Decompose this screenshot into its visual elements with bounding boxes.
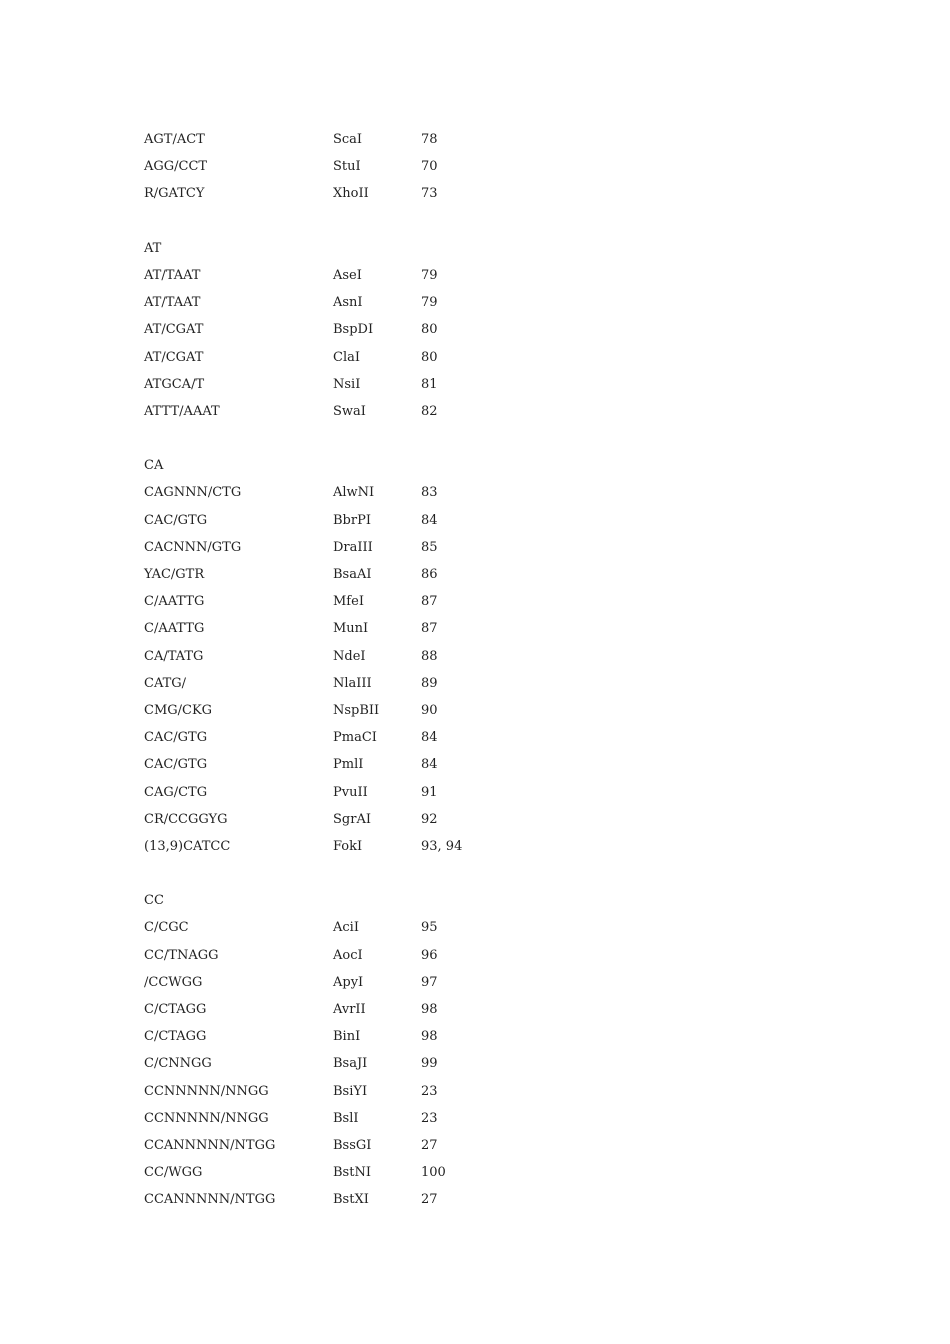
enzyme-name: DraIII [333, 539, 373, 555]
enzyme-name: NspBII [333, 702, 380, 718]
enzyme-row [144, 806, 844, 833]
enzyme-name: BslI [333, 1110, 359, 1126]
enzyme-name: ApyI [333, 974, 364, 990]
recognition-sequence: CR/CCGGYG [144, 811, 228, 827]
enzyme-name: AciI [333, 920, 359, 936]
enzyme-row [144, 507, 844, 534]
enzyme-name: BsaJI [333, 1056, 368, 1072]
recognition-sequence: CAC/GTG [144, 512, 208, 528]
section-heading-text: CC [144, 893, 164, 909]
page-reference: 84 [421, 757, 438, 773]
recognition-sequence: CAC/GTG [144, 730, 208, 746]
recognition-sequence: AGT/ACT [144, 132, 205, 147]
page-reference: 23 [421, 1110, 438, 1126]
recognition-sequence: CACNNN/GTG [144, 539, 242, 555]
enzyme-row [144, 724, 844, 751]
enzyme-name: AseI [333, 267, 362, 283]
enzyme-row [144, 344, 844, 371]
page-reference: 84 [421, 512, 438, 528]
enzyme-row [144, 697, 844, 724]
enzyme-name: NdeI [333, 648, 366, 664]
page-reference: 80 [421, 322, 438, 338]
recognition-sequence: CCANNNNN/NTGG [144, 1137, 276, 1153]
enzyme-name: BspDI [333, 322, 374, 338]
recognition-sequence: C/AATTG [144, 621, 205, 637]
enzyme-row [144, 398, 844, 425]
recognition-sequence: C/CTAGG [144, 1002, 207, 1017]
enzyme-row [144, 833, 844, 860]
enzyme-name: AvrII [333, 1002, 366, 1017]
enzyme-row [144, 126, 844, 153]
page-reference: 79 [421, 267, 438, 283]
page-reference: 98 [421, 1002, 438, 1017]
enzyme-name: PmaCI [333, 730, 377, 746]
enzyme-row [144, 289, 844, 316]
enzyme-name: AsnI [333, 295, 363, 311]
recognition-sequence: AGG/CCT [144, 159, 208, 175]
enzyme-name: MfeI [333, 594, 364, 610]
page-reference: 27 [421, 1137, 438, 1153]
enzyme-row [144, 153, 844, 180]
page-reference: 93, 94 [421, 838, 463, 854]
enzyme-row [144, 371, 844, 398]
enzyme-name: FokI [333, 838, 363, 854]
page-reference: 87 [421, 621, 438, 637]
recognition-sequence: C/AATTG [144, 594, 205, 610]
page-reference: 27 [421, 1192, 438, 1208]
recognition-sequence: CMG/CKG [144, 702, 213, 718]
recognition-sequence: (13,9)CATCC [144, 838, 231, 854]
enzyme-row [144, 262, 844, 289]
enzyme-row [144, 479, 844, 506]
section-spacer [144, 860, 844, 887]
page-reference: 100 [421, 1165, 446, 1181]
section-spacer [144, 425, 844, 452]
enzyme-row [144, 1186, 844, 1213]
enzyme-row [144, 561, 844, 588]
recognition-sequence: ATTT/AAAT [144, 403, 220, 419]
page-reference: 90 [421, 702, 438, 718]
enzyme-row [144, 1132, 844, 1159]
enzyme-name: SwaI [333, 403, 366, 419]
enzyme-row [144, 942, 844, 969]
recognition-sequence: AT/CGAT [144, 322, 204, 338]
page-reference: 78 [421, 132, 438, 147]
page-reference: 81 [421, 376, 438, 392]
enzyme-row [144, 1105, 844, 1132]
enzyme-row [144, 969, 844, 996]
page-reference: 91 [421, 784, 438, 800]
enzyme-row [144, 615, 844, 642]
page-reference: 87 [421, 594, 438, 610]
page-reference: 88 [421, 648, 438, 664]
enzyme-row [144, 180, 844, 207]
recognition-sequence: CCNNNNN/NNGG [144, 1110, 269, 1126]
enzyme-name: BstNI [333, 1165, 371, 1181]
enzyme-name: StuI [333, 159, 361, 175]
recognition-sequence: CCNNNNN/NNGG [144, 1083, 269, 1099]
page-reference: 23 [421, 1083, 438, 1099]
page-reference: 83 [421, 485, 438, 501]
recognition-sequence: C/CTAGG [144, 1029, 207, 1045]
enzyme-row [144, 643, 844, 670]
page-reference: 80 [421, 349, 438, 365]
recognition-sequence: CAGNNN/CTG [144, 485, 242, 501]
enzyme-name: AlwNI [333, 485, 375, 501]
page-reference: 70 [421, 159, 438, 175]
section-heading [144, 887, 844, 914]
recognition-sequence: YAC/GTR [144, 567, 205, 582]
enzyme-name: SgrAI [333, 811, 371, 827]
recognition-sequence: CA/TATG [144, 648, 204, 664]
page-reference: 79 [421, 295, 438, 311]
recognition-sequence: ATGCA/T [144, 376, 205, 392]
page-reference: 97 [421, 974, 438, 990]
enzyme-row [144, 670, 844, 697]
enzyme-name: BbrPI [333, 512, 371, 528]
page-reference: 89 [421, 675, 438, 691]
section-heading [144, 235, 844, 262]
page-reference: 85 [421, 539, 438, 555]
enzyme-row [144, 1078, 844, 1105]
enzyme-name: BsaAI [333, 567, 372, 582]
recognition-sequence: C/CNNGG [144, 1056, 212, 1072]
section-heading-text: AT [144, 240, 162, 256]
page-reference: 98 [421, 1029, 438, 1045]
enzyme-row [144, 914, 844, 941]
recognition-sequence: CAC/GTG [144, 757, 208, 773]
enzyme-row [144, 1159, 844, 1186]
recognition-sequence: AT/TAAT [144, 267, 201, 283]
recognition-sequence: CAG/CTG [144, 784, 208, 800]
enzyme-name: BstXI [333, 1192, 369, 1208]
enzyme-name: PvuII [333, 784, 368, 800]
recognition-sequence: AT/TAAT [144, 295, 201, 311]
enzyme-row [144, 1023, 844, 1050]
enzyme-row [144, 534, 844, 561]
enzyme-row [144, 751, 844, 778]
page-reference: 96 [421, 947, 438, 963]
recognition-sequence: R/GATCY [144, 186, 205, 202]
page-reference: 99 [421, 1056, 438, 1072]
recognition-sequence: C/CGC [144, 920, 189, 936]
enzyme-row [144, 779, 844, 806]
enzyme-name: NsiI [333, 376, 361, 392]
recognition-sequence: AT/CGAT [144, 349, 204, 365]
recognition-sequence: /CCWGG [144, 974, 203, 990]
enzyme-name: AocI [333, 947, 363, 963]
page-reference: 86 [421, 567, 438, 582]
page-reference: 92 [421, 811, 438, 827]
enzyme-list [144, 126, 844, 1214]
enzyme-name: PmlI [333, 757, 364, 773]
section-heading-text: CA [144, 458, 164, 474]
page-reference: 73 [421, 186, 438, 202]
recognition-sequence: CC/TNAGG [144, 947, 219, 963]
enzyme-name: XhoII [333, 186, 369, 202]
enzyme-name: BinI [333, 1029, 361, 1045]
enzyme-name: NlaIII [333, 675, 372, 691]
page-reference: 84 [421, 730, 438, 746]
enzyme-row [144, 588, 844, 615]
enzyme-name: BsiYI [333, 1083, 368, 1099]
recognition-sequence: CCANNNNN/NTGG [144, 1192, 276, 1208]
recognition-sequence: CC/WGG [144, 1165, 203, 1181]
section-heading [144, 452, 844, 479]
enzyme-row [144, 316, 844, 343]
section-spacer [144, 208, 844, 235]
recognition-sequence: CATG/ [144, 675, 187, 691]
enzyme-row [144, 996, 844, 1023]
enzyme-name: BssGI [333, 1137, 372, 1153]
enzyme-name: ScaI [333, 132, 363, 147]
page-reference: 82 [421, 403, 438, 419]
enzyme-name: ClaI [333, 349, 360, 365]
enzyme-row [144, 1050, 844, 1077]
enzyme-name: MunI [333, 621, 369, 637]
page-reference: 95 [421, 920, 438, 936]
